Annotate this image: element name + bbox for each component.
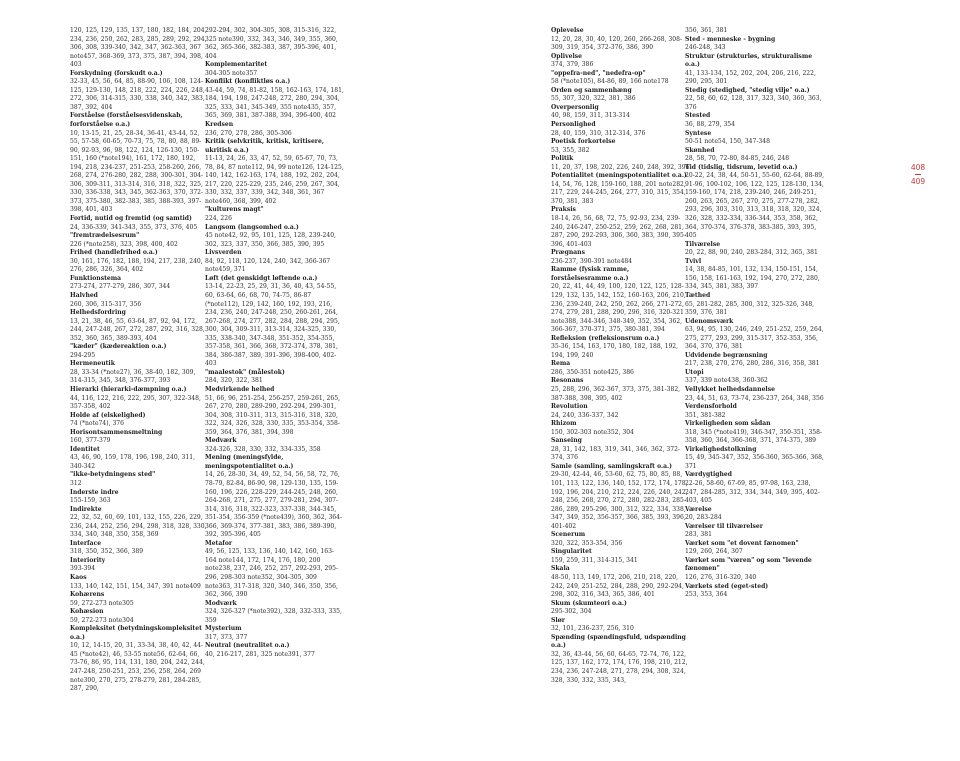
index-term: Rema [551, 360, 571, 368]
index-entry [551, 437, 691, 463]
index-term: Identitet [70, 445, 100, 453]
page-references: 59, 272-273 note305 [70, 599, 134, 607]
index-term: Skala [551, 565, 570, 573]
index-term: Værdygtighed [685, 471, 732, 479]
page-references: 155-159, 363 [70, 497, 111, 505]
index-entry [685, 540, 825, 557]
index-term: Overpersonlig [551, 103, 599, 111]
index-term: Horisontsammensmeltning [70, 428, 163, 436]
index-term: Virkeligheden som sådan [685, 420, 771, 428]
index-term: Interface [70, 539, 102, 547]
index-entry [685, 27, 825, 36]
index-entry [551, 121, 691, 138]
index-term: Samle (samling, samlingskraft o.a.) [551, 462, 672, 470]
index-term: Poetisk forkortelse [551, 138, 616, 146]
index-term: Værelser til tilværelser [685, 522, 763, 530]
index-term: Vellykket helhedsdannelse [685, 385, 775, 393]
index-entry [205, 600, 345, 626]
index-term: Halvhed [70, 291, 98, 299]
index-entry [70, 574, 210, 591]
index-entry [205, 386, 345, 437]
folio-divider [915, 174, 921, 175]
page-references: 29-30, 42-44, 46, 53-60, 62, 75, 80, 85, 88, 101, 113, 122, 136, 140, 152, 172, 174, 178, 192, 196, 204, 210, 212, 224, 226, 240, 242, 248, 256, 268, 270, 272, 280, 282-283, 285-286, 289, 295-296, 300, 312, 322, 334, 338, 347, 349, 352, 356-357, 366, 385, 393, 396, 401-402 [551, 471, 688, 530]
index-entry [205, 27, 345, 61]
page-references: 159, 259, 311, 314-315, 341 [551, 556, 638, 564]
index-entry [70, 557, 210, 574]
page-references: 292-294, 302, 304-305, 308, 315-316, 322, 325 note390, 332, 343, 346, 349, 355, 360, 362, 365-366, 382-383, 387, 395-396, 401, 404 [205, 27, 338, 60]
index-term: Livsverden [205, 249, 242, 257]
index-entry [551, 600, 691, 617]
page-references: 150, 302-303 note352, 304 [551, 428, 634, 436]
index-entry [551, 548, 691, 565]
index-term: "maalestok" (målestok) [205, 368, 285, 376]
index-term: Sanseing [551, 437, 582, 445]
index-term: Værket som "væren" og som "levende fænomen" [685, 556, 812, 573]
index-entry [551, 53, 691, 70]
page-references: 217, 238, 270, 276, 280, 286, 316, 358, 381 [685, 360, 820, 368]
index-term: Kaos [70, 574, 87, 581]
index-term: Konflikt (konfliktløs o.a.) [205, 78, 291, 86]
index-term: Scenerum [551, 531, 586, 539]
index-entry [70, 343, 210, 360]
page-references: 20, 22, 41, 44, 49, 100, 120, 122, 125, 128-129, 132, 135, 142, 152, 160-163, 206, 210, 236, 239-240, 242, 250, 262, 266, 271-272, 274, 279, 281, 288, 290, 296, 316, 320-321 note388, 344-346, 348-349, 352, 354, 362, 366-367, 370-371, 375, 380-381, 394 [551, 283, 686, 334]
index-entry [685, 318, 825, 352]
index-entry [551, 531, 691, 548]
page-references: 13, 21, 38, 46, 55, 63-64, 87, 92, 94, 172, 244, 247-248, 267, 272, 287, 292, 316, 328, 352, 360, 365, 389-393, 404 [70, 317, 205, 342]
page-references: 55, 307, 320, 322, 381, 386 [551, 95, 636, 103]
index-term: Singularitet [551, 548, 592, 556]
page-references: 14, 38, 84-85, 101, 132, 134, 150-151, 154, 156, 158, 161-163, 192, 194, 270, 272, 280, 334, 345, 381, 383, 397 [685, 266, 820, 291]
index-entry [205, 275, 345, 369]
index-term: Ramme (fysisk ramme, forståelsesramme o.a.) [551, 266, 630, 282]
index-term: Medværk [205, 437, 237, 445]
page-references: 11-13, 24, 26, 33, 47, 52, 59, 65-67, 70, 73, 78, 84, 87 note112, 94, 99 note126, 124-125, 140, 142, 162-163, 174, 188, 192, 202, 204, 217, 220, 225-229, 235, 246, 259, 267, 304, 330, 332, 337, 339, 342, 348, 361, 367 note460, 368, 399, 402 [205, 155, 344, 205]
index-term: Syntese [685, 129, 712, 137]
page-references: 13-14, 22-23, 25, 29, 31, 36, 40, 43, 54-55, 60, 63-64, 66, 68, 70, 74-75, 86-87 (*note112), 129, 142, 160, 192, 193, 216, 234, 236, 240, 247-248, 250, 260-261, 264, 267-268, 274, 277, 282, 284, 288, 294, 295, 300, 304, 309-311, 313-314, 324-325, 330, 335, 338-340, 347-348, 351-352, 354-355, 357-358, 361, 366, 368, 372-374, 378, 381, 384, 386-387, 389, 391-396, 398-400, 402-403 [205, 283, 340, 368]
page-references: 10, 12, 14-15, 20, 31, 33-34, 38, 40, 42, 44-45 (*note42), 46, 53-55 note56, 62-64, 66, 73-76, 86, 95, 114, 131, 180, 204, 242, 244, 247-248, 250-251, 253, 256, 258, 264, 269 note300, 270, 275, 278-279, 281, 284-285, 287, 290, [70, 642, 205, 693]
index-entry [685, 446, 825, 472]
index-term: Tid (tidslig, tidsrum, levetid o.a.) [685, 163, 798, 171]
index-entry [551, 70, 691, 87]
index-entry [685, 386, 825, 403]
index-term: Fortid, nutid og fremtid (og samtid) [70, 215, 192, 223]
index-term: Udvidende begrænsning [685, 351, 768, 359]
index-term: Orden og sammenhæng [551, 86, 632, 94]
index-entry [551, 27, 691, 53]
index-term: Revolution [551, 403, 588, 411]
index-term: "oppefra-ned", "nedefra-op" [551, 69, 646, 77]
page-references: 43-44, 59, 74, 81-82, 158, 162-163, 174, 181, 184, 194, 198, 247-248, 272, 280, 294, 304, 325, 333, 341, 345-349, 355 note435, 357, 365, 369, 381, 387-388, 394, 396-400, 402 [205, 86, 344, 120]
index-entry [551, 172, 691, 206]
index-term: Værket som "et dovent fænomen" [685, 539, 799, 547]
page-references: 10, 13-15, 21, 25, 28-34, 36-41, 43-44, 52, 55, 57-58, 60-65, 70-73, 75, 78, 80, 88, 89-90, 92-93, 96, 98, 122, 124, 126-130, 150-151, 160 (*note194), 161, 172, 180, 192, 194, 218, 234-237, 251-253, 258-260, 266, 268, 274, 276-280, 282, 288, 300-301, 304-306, 309-311, 313-314, 316, 318, 322, 325, 330, 336-338, 343, 345, 362-363, 370, 372-373, 375-380, 382-383, 385, 388-393, 397-398, 401, 403 [70, 129, 204, 214]
index-entry [685, 147, 825, 164]
index-entry [685, 420, 825, 446]
index-entry [205, 454, 345, 539]
index-entry [551, 335, 691, 361]
page-references: 351, 381-382 [685, 411, 726, 419]
index-entry [70, 215, 210, 232]
index-entry [205, 369, 345, 386]
index-term: Langsom (langsomhed o.a.) [205, 223, 299, 231]
page-references: 14, 26, 28-30, 34, 49, 52, 54, 56, 58, 72, 76, 78-79, 82-84, 86-90, 98, 129-130, 135, 159-160, 196, 226, 228-229, 244-245, 248, 260, 264-268, 271, 275, 277, 279-281, 294, 307-314, 316, 318, 322-323, 337-338, 344-345, 351-354, 356-359 (*note439), 360, 362, 364-366, 369-374, 377-381, 383, 386, 389-390, 392, 395-396, 405 [205, 471, 343, 539]
index-entry [70, 489, 210, 506]
page-references: 283, 381 [685, 531, 712, 539]
index-entry [70, 309, 210, 343]
index-term: Helhedsfordring [70, 309, 126, 317]
index-term: Løft (det genskidgt løftende o.a.) [205, 274, 318, 282]
page-references: 11, 20, 37, 198, 202, 226, 240, 248, 392, 396 [551, 163, 690, 171]
index-term: Prægnans [551, 249, 585, 257]
page-references: 22, 32, 52, 60, 69, 101, 132, 155, 226, 229, 236, 244, 252, 256, 294, 298, 318, 328, 330, 334, 340, 348, 350, 358, 369 [70, 514, 207, 539]
index-term: Skum (skumteori o.a.) [551, 599, 627, 607]
index-entry [70, 112, 210, 215]
index-entry [205, 206, 345, 223]
index-term: Hierarki (hierarki-dæmpning o.a.) [70, 385, 187, 393]
page-references: 284, 320, 322, 381 [205, 377, 263, 385]
page-references: 22, 58, 60, 62, 128, 317, 323, 340, 360, 363, 376 [685, 95, 822, 111]
page-references: 53, 355, 382 [551, 146, 590, 154]
index-term: Interiority [70, 556, 106, 564]
index-term: Struktur (strukturløs, strukturalisme o.a.) [685, 52, 813, 69]
index-entry [685, 403, 825, 420]
index-term: Inderste indre [70, 488, 119, 496]
index-term: Medvirkende helhed [205, 385, 275, 393]
index-entry [685, 241, 825, 258]
index-term: Spænding (spændingsfuld, udspænding o.a.) [551, 633, 686, 650]
index-entry [551, 249, 691, 266]
index-entry [551, 104, 691, 121]
index-entry [70, 249, 210, 275]
index-term: Metafor [205, 539, 233, 547]
index-term: Indirekte [70, 505, 102, 513]
index-term: Praksis [551, 206, 576, 214]
index-entry [70, 386, 210, 412]
index-entry [205, 61, 345, 78]
page-references: 25, 288, 296, 362-367, 373, 375, 381-382, 387-388, 398, 395, 402 [551, 385, 681, 402]
page-references: 12, 20, 28, 30, 40, 120, 260, 266-268, 308-309, 319, 354, 372-376, 386, 390 [551, 35, 683, 52]
index-entry [551, 360, 691, 377]
index-term: Virkelighedstolkning [685, 445, 757, 453]
page-references: 44, 116, 122, 216, 222, 295, 307, 322-348, 357-358, 402 [70, 394, 201, 411]
page-references: 24, 336-339, 341-343, 355, 373, 376, 405 [70, 223, 198, 231]
index-term: Tilværelse [685, 240, 721, 248]
index-term: Tæthed [685, 291, 711, 299]
index-entry [551, 463, 691, 531]
index-term: Mening (meningsfylde, meningspotentialitet o.a.) [205, 454, 294, 470]
index-term: Værkets sted (eget-sted) [685, 582, 769, 590]
index-term: Personlighed [551, 121, 596, 129]
page-references: 133, 140, 142, 151, 154, 347, 391 note409 [70, 582, 201, 590]
index-column-3 [551, 27, 691, 685]
index-entry [70, 471, 210, 488]
index-term: Funktionstema [70, 274, 122, 282]
page-references: 324, 326-327 (*note392), 328, 332-333, 335, 359 [205, 608, 342, 624]
index-entry [685, 557, 825, 583]
index-term: Sted - menneske - bygning [685, 35, 776, 43]
page-references: 65, 281-282, 285, 300, 312, 325-326, 348, 359, 376, 381 [685, 300, 815, 317]
page-references: 36, 88, 279, 354 [685, 121, 736, 129]
index-term: Udenomsværk [685, 317, 734, 325]
index-term: Forståelse (forståelsesvidenskab, forforståelse o.a.) [70, 112, 183, 129]
index-entry [685, 506, 825, 523]
page-references: 374, 379, 386 [551, 61, 594, 69]
page-references: 318, 350, 352, 366, 389 [70, 548, 144, 556]
index-entry [70, 540, 210, 557]
page-references: 48-50, 113, 149, 172, 206, 210, 218, 220, 242, 249, 251-252, 284, 288, 290, 292-294, 298, 302, 316, 343, 365, 386, 401 [551, 574, 684, 599]
index-term: Potentialitet (meningspotentialitet o.a.) [551, 172, 687, 180]
index-term: Tvivl [685, 257, 702, 265]
index-entry [205, 625, 345, 642]
page-references: 20-22, 24, 38, 44, 50-51, 55-60, 62-64, 88-89, 91-96, 100-102, 106, 122, 125, 128-130, 134, 159-160, 174, 218, 239-240, 246, 249-251, 260, 263, 265, 267, 270, 275, 277-278, 282, 293, 296, 303, 310, 313, 318, 318, 320, 324, 326, 328, 332-334, 336-344, 353, 358, 362, 364, 370-374, 376-378, 383-385, 393, 395, 405 [685, 172, 825, 240]
index-entry [551, 266, 691, 334]
index-entry [685, 352, 825, 369]
index-column-1 [70, 27, 210, 694]
index-term: Utopi [685, 368, 704, 376]
index-entry [685, 87, 825, 113]
page-references: 30, 161, 176, 182, 188, 194, 217, 238, 240, 276, 286, 326, 364, 402 [70, 257, 203, 274]
index-term: Mysterium [205, 625, 242, 633]
index-entry [685, 471, 825, 505]
page-references: 45 note42, 92, 95, 101, 125, 128, 239-240, 302, 323, 337, 350, 366, 385, 390, 395 [205, 232, 336, 248]
index-term: Kohæsion [70, 608, 104, 616]
page-numbers [909, 163, 927, 187]
index-entry [70, 429, 210, 446]
page-references: 28, 58, 70, 72-80, 84-85, 246, 248 [685, 155, 790, 163]
index-entry [205, 437, 345, 454]
page-references: 20, 283-284 [685, 514, 722, 522]
index-entry [551, 420, 691, 437]
index-entry [551, 565, 691, 599]
index-term: Forskydning (forskudt o.a.) [70, 69, 163, 77]
index-entry [685, 369, 825, 386]
index-entry [551, 155, 691, 172]
index-term: Oplevelse [551, 27, 584, 34]
index-entry [205, 249, 345, 275]
index-entry [70, 70, 210, 113]
index-entry [551, 138, 691, 155]
index-entry [70, 446, 210, 472]
page-references: 18-14, 26, 56, 68, 72, 75, 92-93, 234, 239-240, 246-247, 250-252, 259, 262, 268, 281, 287, 290, 292-293, 306, 360, 383, 390, 395-396, 401-403 [551, 215, 686, 248]
index-entry [685, 53, 825, 87]
page-references: 28, 31, 142, 183, 319, 341, 346, 362, 372-374, 376 [551, 445, 680, 462]
page-references: 337, 339 note438, 360-362 [685, 377, 768, 385]
index-entry [70, 27, 210, 70]
index-term: Politik [551, 155, 574, 163]
index-term: "kæder" (kædereaktion o.a.) [70, 343, 167, 351]
index-term: "ikke-betydningens sted" [70, 471, 156, 479]
index-term: Skønhed [685, 146, 715, 154]
index-term: Frihed (handlefrihed o.a.) [70, 249, 158, 257]
index-term: Neutral (neutralitet o.a.) [205, 642, 290, 650]
index-entry [685, 523, 825, 540]
page-references: 320, 322, 353-354, 356 [551, 539, 623, 547]
index-term: Rhizom [551, 420, 577, 428]
index-term: Modværk [205, 599, 237, 607]
index-term: Hermeneutik [70, 360, 115, 368]
index-entry [551, 377, 691, 403]
page-references: 15, 49, 345-347, 352, 356-360, 365-366, 368, 371 [685, 454, 824, 470]
index-entry [70, 275, 210, 292]
page-references: 356, 361, 381 [685, 27, 728, 34]
page-references: 226 (*note258), 323, 398, 400, 402 [70, 240, 178, 248]
page-references: 318, 345 (*note419), 346-347, 350-351, 358-358, 360, 364, 366-368, 371, 374-375, 389 [685, 428, 823, 445]
page-references: 20, 22, 88, 90, 240, 283-284, 312, 365, 381 [685, 249, 818, 257]
index-term: Verdensforhold [685, 403, 737, 411]
index-entry [685, 583, 825, 600]
page-references: 22-26, 58-60, 67-69, 85, 97-98, 163, 238, 247, 284-285, 312, 334, 344, 349, 395, 402-403, 405 [685, 479, 820, 505]
page-references: 317, 373, 377 [205, 633, 248, 641]
index-entry [70, 591, 210, 608]
page-references: 58 (*note105), 84-86, 89, 166 note178 [551, 78, 669, 86]
page-references: 49, 56, 125, 133, 136, 140, 142, 160, 163-164 note144, 172, 174, 176, 180, 200 note238, 237, 246, 252, 257, 292-293, 295-296, 298-303 note352, 304-305, 309 note363, 317-318, 320, 340, 346, 350, 356, 362, 366, 390 [205, 548, 339, 599]
page-references: 63, 94, 95, 130, 246, 249, 251-252, 259, 264, 275, 277, 293, 299, 315-317, 352-353, 356, 364, 370, 376, 381 [685, 326, 824, 351]
index-entry [70, 412, 210, 429]
page-references: 14, 54, 76, 128, 159-160, 188, 201 note282, 217, 229, 244-245, 264, 277, 310, 315, 354, 370, 381, 383 [551, 180, 686, 205]
page-references: 32-33, 45, 56, 64, 85, 88-90, 106, 108, 124-125, 129-130, 148, 218, 222, 224, 226, 248, 272, 306, 314-315, 330, 338, 340, 342, 383, 387, 392, 404 [70, 78, 205, 111]
index-entry [685, 36, 825, 53]
index-term: Stested [685, 112, 711, 120]
page-references: 40, 98, 159, 311, 313-314 [551, 112, 630, 120]
index-entry [205, 224, 345, 250]
index-entry [685, 130, 825, 147]
right-page-number: 409 [910, 177, 926, 186]
page-references: 129, 260, 264, 307 [685, 548, 743, 556]
index-term: Oplivelse [551, 52, 582, 60]
index-entry [685, 164, 825, 241]
index-column-4 [685, 27, 825, 600]
index-term: Kompleksitet (betydningskompleksitet o.a.) [70, 625, 202, 641]
index-term: Kredsen [205, 121, 234, 129]
page-references: 324-326, 328, 330, 332, 334-335, 358 [205, 445, 321, 453]
page-references: 393-394 [70, 565, 96, 573]
page-references: 260, 306, 315-317, 356 [70, 300, 142, 308]
page-references: 253, 353, 364 [685, 591, 728, 599]
page-references: 50-51 note54, 150, 347-348 [685, 138, 770, 146]
page-references: 160, 377-379 [70, 437, 111, 445]
index-entry [685, 292, 825, 318]
index-entry [551, 206, 691, 249]
page-references: 59, 272-273 note304 [70, 616, 134, 624]
page-references: 236-237, 390-391 note484 [551, 257, 633, 265]
index-entry [70, 506, 210, 540]
index-entry [551, 403, 691, 420]
page-references: 74 (*note74), 376 [70, 420, 124, 428]
index-term: Kohærens [70, 591, 105, 599]
index-entry [551, 634, 691, 685]
page-references: 286, 350-351 note425, 386 [551, 368, 634, 376]
index-term: Kritik (selvkritik, kritisk, kritisere, ukritisk o.a.) [205, 138, 324, 154]
index-entry [70, 292, 210, 309]
index-term: Resonans [551, 377, 584, 385]
page-references: 126, 276, 316-320, 340 [685, 574, 757, 581]
left-page-number: 408 [910, 163, 926, 172]
index-entry [685, 258, 825, 292]
index-term: Holde af (elskelighed) [70, 411, 146, 419]
index-term: "fremtrædelsesrum" [70, 232, 140, 240]
page-references: 312 [70, 479, 82, 487]
index-term: Stedig (stedighed, "stedig vilje" o.a.) [685, 86, 810, 94]
index-term: Refleksion (refleksionsrum o.a.) [551, 334, 660, 342]
page-references: 28, 40, 159, 310, 312-314, 376 [551, 129, 646, 137]
index-entry [205, 121, 345, 138]
page-references: 294-295 [70, 351, 96, 359]
page-references: 224, 226 [205, 215, 232, 223]
index-entry [70, 232, 210, 249]
page-references: 43, 46, 90, 159, 178, 196, 198, 240, 311, 340-342 [70, 454, 196, 470]
page-references: 304-305 note357 [205, 69, 258, 77]
page-references: 23, 44, 51, 63, 73-74, 236-237, 264, 348, 356 [685, 394, 824, 402]
page-references: 51, 66, 96, 251-254, 256-257, 259-261, 265, 267, 270, 280, 289-290, 292-294, 299-301, 304, 308, 310-311, 313, 315-316, 318, 320, 322, 324, 326, 328, 330, 335, 353-354, 358-359, 364, 376, 381, 394, 398 [205, 394, 340, 436]
page-references: 40, 216-217, 281, 325 note391, 377 [205, 650, 315, 658]
page-references: 236, 270, 278, 286, 305-306 [205, 129, 292, 137]
index-column-2 [205, 27, 345, 659]
index-entry [685, 112, 825, 129]
index-term: Komplementaritet [205, 61, 268, 69]
page-references: 246-248, 343 [685, 44, 726, 52]
index-entry [205, 138, 345, 206]
index-term: "kulturens magt" [205, 206, 264, 214]
index-entry [205, 78, 345, 121]
page-references: 35-36, 154, 163, 170, 180, 182, 188, 192, 194, 199, 240 [551, 343, 679, 359]
page-references: 41, 133-134, 152, 202, 204, 206, 216, 222, 290, 295, 301 [685, 69, 816, 86]
index-entry [551, 87, 691, 104]
index-entry [551, 617, 691, 634]
index-entry [205, 642, 345, 659]
page-references: 24, 240, 336-337, 342 [551, 411, 619, 419]
page-references: 273-274, 277-279, 286, 307, 344 [70, 283, 171, 291]
index-entry [70, 360, 210, 386]
page-references: 295-302, 304 [551, 608, 592, 616]
index-term: Værelse [685, 505, 712, 513]
page-references: 28, 33-34 (*note27), 36, 38-40, 182, 309, 314-315, 345, 348, 376-377, 393 [70, 368, 196, 385]
page-references: 32, 101, 236-237, 256, 310 [551, 625, 634, 633]
page-references: 84, 92, 118, 120, 124, 240, 342, 366-367 note459, 371 [205, 257, 331, 274]
index-entry [70, 608, 210, 625]
page-references: 120, 125, 129, 135, 137, 180, 182, 184, 204, 234, 236, 250, 262, 283, 285, 289, 292, 294, 306, 308, 339-340, 342, 347, 362-363, 367 note457, 368-369, 373, 375, 387, 394, 398, 403 [70, 27, 207, 69]
index-term: Slør [551, 616, 565, 624]
index-entry [70, 625, 210, 693]
index-entry [205, 540, 345, 600]
page-references: 32, 36, 43-44, 56, 60, 64-65, 72-74, 76, 122, 125, 137, 162, 172, 174, 176, 198, 210, 212, 234, 236, 247-248, 271, 278, 294, 308, 324, 328, 330, 332, 335, 343, [551, 650, 688, 684]
